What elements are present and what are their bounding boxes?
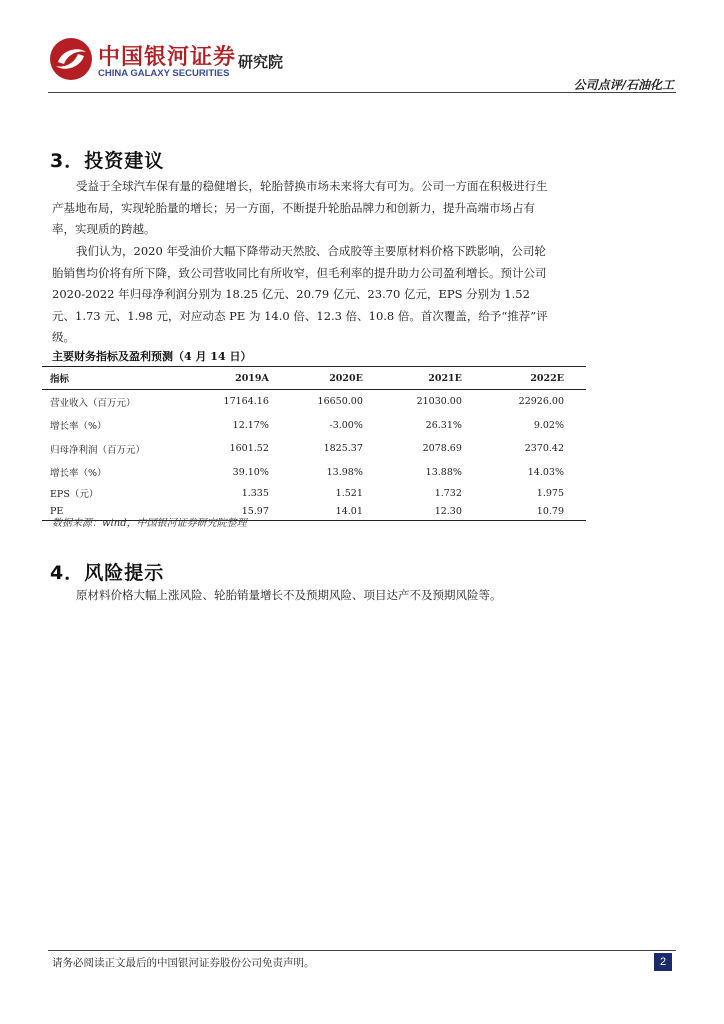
table-source-note: 数据来源：wind，中国银河证券研究院整理: [52, 518, 247, 529]
footer-divider: [48, 950, 676, 951]
table-row: [42, 390, 586, 414]
table-cell: 21030.00: [416, 396, 462, 408]
table-cell: 1.732: [434, 487, 462, 499]
galaxy-logo-icon: [48, 36, 94, 82]
table-cell: 1601.52: [229, 443, 269, 455]
header-divider: [48, 92, 676, 93]
table-cell: 13.88%: [425, 466, 462, 478]
paragraph-investment-1: [52, 176, 550, 241]
header-cell: 2019A: [191, 367, 283, 390]
brand-name-cn: 中国银河证券: [98, 45, 237, 70]
header-cell: 2022E: [482, 367, 586, 390]
table-cell: PE: [42, 502, 191, 521]
table-cell: 12.30: [381, 502, 482, 521]
table-cell: EPS（元）: [50, 489, 99, 500]
table-cell: 17164.16: [223, 396, 269, 408]
table-cell: 14.03%: [527, 466, 564, 478]
financial-table: [42, 366, 586, 521]
table-cell: 12.17%: [232, 419, 269, 431]
table-cell: 2370.42: [524, 443, 564, 455]
table-cell: 1.521: [335, 487, 363, 499]
table-cell: 15.97: [191, 502, 283, 521]
report-category: 公司点评/石油化工: [573, 78, 674, 92]
table-row: [42, 461, 586, 485]
table-row: [42, 484, 586, 502]
table-cell: 归母净利润（百万元）: [50, 444, 146, 456]
page-number: 2: [654, 953, 672, 971]
paragraph-risk: [52, 585, 550, 607]
paragraph-text: 我们认为，2020 年受油价大幅下降带动天然胶、合成胶等主要原材料价格下跌影响，公司轮胎销售均价将有所下降，致公司营收同比有所收窄，但毛利率的提升助力公司盈利增长。预计公司 2020-2022 年归母净利润分别为 18.25 亿元、20.79 亿元、23.70 亿元，EPS 分别为 1.52 元、1.73 元、1.98 元，对应动态 PE 为 14.0 倍、12.3 倍、10.8 倍。首次覆盖，给予“推荐”评级。: [52, 244, 548, 344]
header-cell: 2021E: [381, 367, 482, 390]
table-cell: 1825.37: [323, 443, 363, 455]
table-cell: 增长率（%）: [50, 468, 107, 480]
header-cell: 指标: [42, 367, 191, 390]
table-cell: 1.975: [536, 487, 564, 499]
paragraph-text: 受益于全球汽车保有量的稳健增长，轮胎替换市场未来将大有可为。公司一方面在积极进行生产基地布局，实现轮胎量的增长；另一方面，不断提升轮胎品牌力和创新力，提升高端市场占有率，实现质的跨越。: [52, 179, 548, 236]
table-cell: -3.00%: [329, 419, 363, 431]
table-cell: 14.01: [283, 502, 381, 521]
table-cell: 9.02%: [533, 419, 564, 431]
table-cell: 营业收入（百万元）: [50, 397, 136, 409]
table-header-row: [42, 367, 586, 390]
table-cell: 16650.00: [317, 396, 363, 408]
table-cell: 39.10%: [232, 466, 269, 478]
table-row: [42, 437, 586, 461]
table-cell: 26.31%: [425, 419, 462, 431]
table-row: [42, 414, 586, 438]
section-title-risk: 4．风险提示: [50, 562, 165, 584]
paragraph-investment-2: [52, 241, 550, 349]
paragraph-text: 原材料价格大幅上涨风险、轮胎销量增长不及预期风险、项目达产不及预期风险等。: [76, 588, 502, 602]
section-title-investment: 3．投资建议: [50, 150, 165, 172]
brand-name-en: CHINA GALAXY SECURITIES: [98, 68, 230, 79]
table-cell: 22926.00: [518, 396, 564, 408]
table-cell: 1.335: [241, 487, 269, 499]
footer-disclaimer: 请务必阅读正文最后的中国银河证券股份公司免责声明。: [52, 957, 315, 969]
table-cell: 增长率（%）: [50, 421, 107, 433]
company-logo: [48, 36, 348, 86]
table-cell: 13.98%: [326, 466, 363, 478]
table-cell: 10.79: [482, 502, 586, 521]
table-caption: 主要财务指标及盈利预测（4 月 14 日）: [52, 350, 252, 363]
header-cell: 2020E: [283, 367, 381, 390]
institute-label: 研究院: [238, 53, 284, 71]
table-cell: 2078.69: [422, 443, 462, 455]
